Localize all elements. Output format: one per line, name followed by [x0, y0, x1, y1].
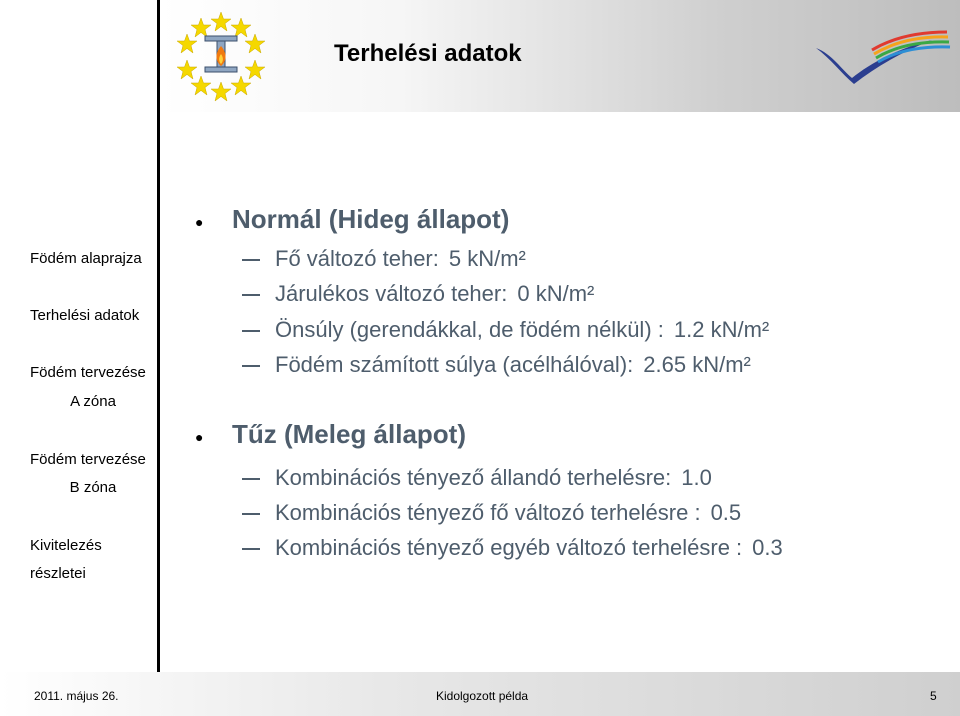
sidebar-item-kivitelezes[interactable]: Kivitelezés [30, 537, 102, 554]
list-item: Járulékos változó teher: 0 kN/m² [275, 281, 595, 306]
sidebar-item-fodem-tervezese-b[interactable]: Födém tervezése [30, 451, 146, 468]
dash-icon [242, 478, 260, 480]
dash-icon [242, 365, 260, 367]
footer-bar [0, 672, 960, 716]
list-item: Kombinációs tényező egyéb változó terhelésre : 0.3 [275, 535, 783, 560]
footer-date: 2011. május 26. [34, 689, 119, 703]
section-heading: Tűz (Meleg állapot) [232, 419, 466, 449]
sidebar-item-terhelesi-adatok[interactable]: Terhelési adatok [30, 307, 140, 324]
list-item: Önsúly (gerendákkal, de födém nélkül) : 1.2 kN/m² [275, 317, 770, 342]
dash-icon [242, 513, 260, 515]
sidebar-item-fodem-tervezese-a[interactable]: Födém tervezése [30, 364, 146, 381]
eu-stars-logo [176, 10, 266, 107]
sidebar-item-b-zona[interactable]: B zóna [69, 479, 117, 496]
dash-icon [242, 294, 260, 296]
page-title: Terhelési adatok [334, 40, 522, 67]
sidebar-item-a-zona[interactable]: A zóna [70, 393, 116, 410]
list-item: Kombinációs tényező állandó terhelésre: 1.0 [275, 465, 712, 490]
list-item: Födém számított súlya (acélhálóval): 2.65 kN/m² [275, 352, 751, 377]
dash-icon [242, 548, 260, 550]
sidebar-item-fodem-alaprajza[interactable]: Födém alaprajza [30, 250, 142, 267]
list-item: Fő változó teher: 5 kN/m² [275, 246, 526, 271]
sidebar-nav [0, 0, 157, 672]
list-item: Kombinációs tényező fő változó terhelésre : 0.5 [275, 500, 742, 525]
bullet-icon: ● [195, 214, 204, 230]
leonardo-swoosh-logo [812, 28, 952, 93]
section-heading: Normál (Hideg állapot) [232, 204, 510, 234]
dash-icon [242, 330, 260, 332]
bullet-icon: ● [195, 429, 204, 445]
dash-icon [242, 259, 260, 261]
sidebar-item-reszletei[interactable]: részletei [30, 565, 86, 582]
page-number: 5 [930, 689, 937, 703]
footer-title: Kidolgozott példa [436, 689, 529, 703]
